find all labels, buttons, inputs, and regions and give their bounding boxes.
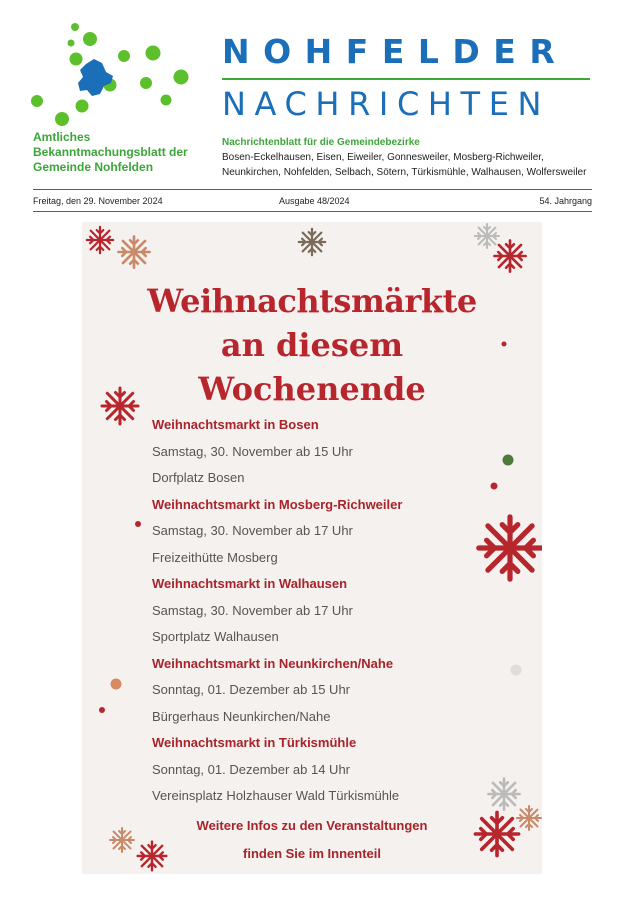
snowflake-icon xyxy=(118,236,149,267)
event-item xyxy=(152,651,532,731)
masthead-title-nohfelder: NOHFELDER xyxy=(222,32,569,71)
issue-info-bar xyxy=(33,196,592,210)
district-list xyxy=(222,150,594,180)
event-item xyxy=(152,730,532,810)
info-bar-bottom-rule xyxy=(33,211,592,212)
event-item xyxy=(152,412,532,492)
poster-title-line: an diesem xyxy=(220,326,404,364)
snowflake-icon xyxy=(87,227,113,253)
event-name: Weihnachtsmarkt in Walhausen xyxy=(152,576,348,591)
district-line: Bosen-Eckelhausen, Eisen, Eiweiler, Gonnesweiler, Mosberg-Richweiler, xyxy=(222,152,544,163)
event-item xyxy=(152,492,532,572)
event-time: Sonntag, 01. Dezember ab 14 Uhr xyxy=(152,761,351,777)
event-time: Sonntag, 01. Dezember ab 15 Uhr xyxy=(152,682,351,697)
event-location: Dorfplatz Bosen xyxy=(152,470,245,485)
snowflake-icon xyxy=(299,229,325,255)
event-location: Sportplatz Walhausen xyxy=(152,629,279,644)
poster-footer-line: Weitere Infos zu den Veranstaltungen xyxy=(196,818,428,833)
event-name: Weihnachtsmarkt in Bosen xyxy=(152,417,319,432)
snowflake-icon xyxy=(494,240,525,271)
event-time: Samstag, 30. November ab 17 Uhr xyxy=(152,523,353,538)
christmas-market-poster xyxy=(82,222,542,874)
event-location: Freizeithütte Mosberg xyxy=(152,549,278,565)
event-list xyxy=(152,412,532,810)
snowflake-icon xyxy=(475,224,499,248)
issue-date: Freitag, den 29. November 2024 xyxy=(33,196,163,206)
event-name: Weihnachtsmarkt in Türkismühle xyxy=(152,735,357,750)
event-item xyxy=(152,571,532,651)
newsletter-subtitle: Nachrichtenblatt für die Gemeindebezirke xyxy=(222,137,420,148)
poster-footer-line: finden Sie im Innenteil xyxy=(243,846,381,861)
district-line: Neunkirchen, Nohfelden, Selbach, Sötern, Türkismühle, Walhausen, Wolfersweiler xyxy=(222,167,587,178)
event-time: Samstag, 30. November ab 17 Uhr xyxy=(152,602,353,618)
issue-edition: Ausgabe 48/2024 xyxy=(279,196,350,206)
publisher-line: Bekanntmachungsblatt der xyxy=(33,145,188,159)
event-location: Vereinsplatz Holzhauser Wald Türkismühle xyxy=(152,788,400,803)
event-name: Weihnachtsmarkt in Neunkirchen/Nahe xyxy=(152,655,394,671)
poster-title-line: Weihnachtsmärkte xyxy=(147,282,477,320)
masthead-divider xyxy=(222,78,590,80)
publisher-line: Amtliches xyxy=(33,130,91,144)
info-bar-top-rule xyxy=(33,189,592,190)
poster-title-line: Wochenende xyxy=(198,370,426,408)
issue-volume: 54. Jahrgang xyxy=(539,196,592,206)
publisher-label xyxy=(33,130,213,175)
publisher-line: Gemeinde Nohfelden xyxy=(33,160,154,174)
municipality-map-logo-icon xyxy=(28,20,198,130)
event-location: Bürgerhaus Neunkirchen/Nahe xyxy=(152,708,331,724)
event-name: Weihnachtsmarkt in Mosberg-Richweiler xyxy=(152,496,403,512)
event-time: Samstag, 30. November ab 15 Uhr xyxy=(152,443,353,459)
masthead-title-nachrichten: NACHRICHTEN xyxy=(222,85,551,123)
